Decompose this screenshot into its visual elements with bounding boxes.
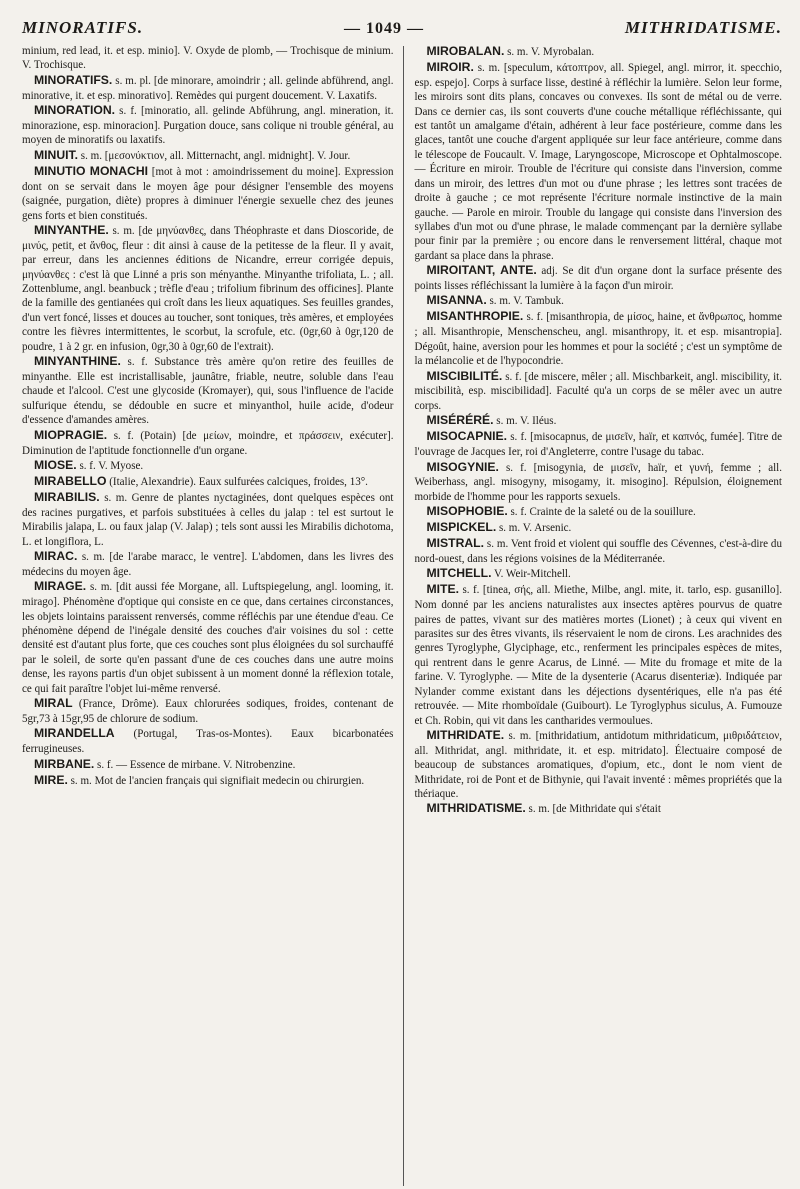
page-number: — 1049 —	[343, 20, 424, 37]
entry-definition: s. f. [misocapnus, de μισεῖν, haïr, et καπνός, fumée]. Titre de l'ouvrage de Jacques Ier, roi d'Angleterre, contre l'usage du tabac.	[414, 431, 782, 459]
entry-definition: V. Weir-Mitchell.	[494, 568, 571, 581]
entry-definition: s. m. V. Iléus.	[496, 415, 557, 428]
left-column	[22, 44, 393, 1186]
entry-definition: s. m. V. Myrobalan.	[507, 46, 595, 58]
entry-definition: s. m. [de l'arabe maracc, le ventre]. L'abdomen, dans les livres des médecins du moyen âge.	[22, 550, 394, 578]
dictionary-entry	[414, 293, 782, 309]
entry-headword: MISÉRÉRÉ.	[426, 413, 494, 428]
entry-definition: s. f. [de miscere, mêler ; all. Mischbarkeit, angl. miscibility, it. miscibilità, esp. miscibilidad]. Faculté qu'a un corps de se mêler avec un autre corps.	[414, 370, 782, 412]
dictionary-entry	[414, 536, 782, 566]
entry-definition: s. m. V. Arsenic.	[498, 522, 572, 535]
dictionary-entry	[414, 263, 782, 293]
dictionary-entry	[414, 801, 782, 817]
dictionary-entry	[22, 726, 393, 756]
dictionary-entry	[414, 728, 782, 802]
entry-headword: MITE.	[426, 582, 459, 597]
entry-headword: MIROIR.	[426, 59, 474, 74]
dictionary-entry	[414, 429, 782, 459]
dictionary-entry	[22, 458, 393, 474]
dictionary-entry	[22, 223, 393, 354]
entry-headword: MISANNA.	[426, 293, 487, 308]
entry-headword: MISOGYNIE.	[426, 459, 499, 474]
dictionary-entry	[414, 309, 782, 368]
entry-definition: s. f. (Potain) [de μείων, moindre, et πράσσειν, exécuter]. Diminution de l'aptitude fonctionnelle d'un organe.	[22, 429, 394, 457]
dictionary-entry	[414, 413, 782, 429]
dictionary-entry	[22, 579, 393, 696]
entry-definition: s. m. [mithridatium, antidotum mithridaticum, μιθριδάτειον, all. Mithridat, angl. mithridate, it. et esp. mitridato]. Électuaire composé de beaucoup de substances aromatiques, d'opium, etc., dont le nom vient de Mithridate, roi de Pont et de Bithynie, qui l'avait inventé : mêmes propriétés que la thériaque.	[414, 729, 782, 801]
entry-definition: s. f. [misanthropia, de μίσος, haine, et ἄνθρωπος, homme ; all. Misanthropie, Menschenscheu, angl. misanthropy, it. et esp. misantropia]. Dégoût, haine, aversion pour les hommes et pour la société ; c'est un symptôme de la mélancolie et de l'hypocondrie.	[414, 311, 782, 368]
dictionary-entry	[22, 474, 393, 490]
dictionary-entry	[22, 73, 393, 103]
entry-headword: MIRANDELLA	[34, 726, 115, 741]
entry-headword: MITHRIDATISME.	[426, 801, 526, 816]
dictionary-entry	[414, 566, 782, 582]
entry-definition: s. f. [minoratio, all. gelinde Abführung, angl. mineration, it. minorazione, esp. minoracion]. Purgation douce, sans colique ni trouble général, au moyen de minoratifs ou laxatifs.	[22, 105, 394, 147]
entry-headword: MISTRAL.	[426, 536, 485, 551]
entry-headword: MITCHELL.	[426, 566, 492, 581]
entry-definition: s. f. Crainte de la saleté ou de la souillure.	[510, 506, 696, 519]
dictionary-entry	[414, 520, 782, 536]
entry-definition: s. m. [speculum, κάτοπτρον, all. Spiegel, angl. mirror, it. specchio, esp. espejo]. Corps à surface lisse, destiné à réfléchir la lumière. Selon leur forme, les miroirs sont dits plans, concaves ou convexes. Ils sont de métal ou de verre. Dans ce dernier cas, ils sont couverts d'une couche métallique réfléchissante, qui est tantôt un amalgame d'étain, adhérent à leur face postérieure, comme dans les glaces, tantôt une couche d'argent appliquée sur leur face antérieure, comme dans le télescope de Foucault. V. Image, Laryngoscope, Microscope et Ophtalmoscope. — Écriture en miroir. Trouble de l'écriture qui consiste dans l'inversion, comme dans un miroir, des lettres d'un mot ou d'une phrase ; les lettres sont tracées de droite à gauche ; ce mot représente l'écriture normale instinctive de la main gauche. — Parole en miroir. Trouble du langage qui consiste dans l'inversion des syllabes d'un mot ou d'une phrase, le malade commençant par la dernière syllabe pour finir par la première ; ou encore dans le renversement littéral, chaque mot gardant sa place dans la phrase.	[414, 61, 782, 262]
entry-definition: s. m. Genre de plantes nyctaginées, dont quelques espèces ont des racines purgatives, et parfois substituées à celles du jalap : tel est surtout le Mirabilis jalapa, L. ou faux jalap (V. Jalap) ; tels sont aussi les Mirabilis dichotoma, L. et longiflora, L.	[22, 491, 394, 548]
dictionary-entry	[22, 757, 393, 773]
entry-headword: MIOPRAGIE.	[34, 427, 108, 442]
dictionary-entry	[22, 148, 393, 164]
entry-definition: s. m. [de μηνύανθες, dans Théophraste et dans Dioscoride, de μινύς, petit, et ἄνθος, fleur : dit ainsi à cause de la petitesse de la fleur. Il y avait, par erreur, dans les anciennes éditions de Nicandre, erreur corrigée depuis, μηνύανθες : c'est là que Linné a pris son ményanthe. Minyanthe trifoliata, L. ; all. Zottenblume, angl. beanbuck ; trèfle d'eau ; trifolium fibrinum des officines]. Plante de la famille des gentianées qui croît dans les lieux aquatiques. Ses feuilles grandes, d'un vert foncé, lisses et douces au toucher, sont toniques, très amères, et employées contre les fièvres intermittentes, le scorbut, la scrofule, etc. (0gr,60 à 0gr,120 de poudre, 1 à 2 gr. en infusion, 0gr,30 à 0gr,60 de l'extrait).	[22, 224, 394, 353]
entry-headword: MINUTIO MONACHI	[34, 163, 149, 178]
column-rule	[403, 46, 404, 1186]
entry-headword: MIRE.	[34, 772, 68, 787]
entry-definition: s. m. Vent froid et violent qui souffle des Cévennes, c'est-à-dire du nord-ouest, dans les régions voisines de la Méditerranée.	[414, 538, 782, 565]
dictionary-entry	[22, 773, 393, 789]
running-head-left: MINORATIFS.	[22, 18, 144, 37]
entry-definition: s. f. [misogynia, de μισεῖν, haïr, et γυνή, femme ; all. Weiberhass, angl. misogyny, misogamy, it. misogino]. Répulsion, éloignement morbide de l'homme pour les rapports sexuels.	[414, 461, 782, 503]
entry-definition: s. m. Mot de l'ancien français qui signifiait medecin ou chirurgien.	[70, 774, 365, 787]
entry-headword: MINORATIFS.	[34, 72, 113, 87]
entry-definition: s. f. — Essence de mirbane. V. Nitrobenzine.	[97, 758, 296, 771]
entry-headword: MINUIT.	[34, 147, 79, 162]
entry-headword: MIROBALAN.	[426, 44, 505, 58]
dictionary-entry	[414, 582, 782, 728]
entry-headword: MIRAGE.	[34, 579, 87, 594]
dictionary-entry	[22, 354, 393, 428]
entry-headword: MIRABILIS.	[34, 489, 100, 504]
entry-definition: adj. Se dit d'un organe dont la surface présente des points lisses réfléchissant la lumière à la façon d'un miroir.	[414, 265, 782, 293]
entry-headword: MIOSE.	[34, 457, 77, 472]
entry-headword: MINYANTHE.	[34, 222, 109, 237]
right-column	[414, 44, 782, 1186]
dictionary-entry	[22, 490, 393, 549]
dictionary-entry	[22, 164, 393, 223]
entry-headword: MISOCAPNIE.	[426, 429, 508, 444]
dictionary-entry	[22, 428, 393, 458]
entry-headword: MIRABELLO	[34, 473, 107, 488]
entry-definition: s. f. [tinea, σής, all. Miethe, Milbe, angl. mite, it. tarlo, esp. gusanillo]. Nom donné par les anciens naturalistes aux insectes aptères pourvus de quatre paires de pattes, vivant sur des matières mortes (Lionet) ; à ceux qui vivent en parasites sur des êtres vivants, ils réservaient le nom de cirons. Les arachnides des genres Tyroglyphe, Glyciphage, etc., renferment les principales espèces de mites, qui rentrent dans le genre Acarus, de Linné. — Mite du fromage et mite de la farine. V. Tyroglyphe. — Mite de la dysenterie (Acarus disenteriæ). Indiquée par Nylander comme existant dans les déjections dysentériques, elle n'a pas été retrouvée. — Mite rhomboïdale (Guibourt). Le Tyroglyphus siculus, A. Fumouze et Ch. Robin, qui vit dans les cantharides vermoulues.	[414, 584, 782, 727]
entry-definition: s. m. [dit aussi fée Morgane, all. Luftspiegelung, angl. looming, it. mirago]. Phénomène d'optique qui consiste en ce que, dans certaines circonstances, les objets lointains paraissent renversés, comme réfléchis par une étendue d'eau. Ce phénomène dépend de l'inégale densité des couches d'air voisines du sol : cette densité est d'autant plus forte, que ces couches sont plus éloignées du sol surchauffé par le soleil, de sorte qu'en passant d'une de ces couches dans une autre moins dense, les rayons partis d'un objet subissent à un moment donné la réflexion totale, ce qui fait paraître l'objet lui-même renversé.	[22, 581, 394, 695]
entry-headword: MITHRIDATE.	[426, 727, 505, 742]
entry-headword: MISANTHROPIE.	[426, 309, 524, 324]
entry-headword: MIRAC.	[34, 548, 78, 563]
dictionary-entry	[414, 460, 782, 505]
entry-headword: MINYANTHINE.	[34, 354, 121, 369]
entry-definition: s. m. [μεσονύκτιον, all. Mitternacht, angl. midnight]. V. Jour.	[80, 149, 351, 162]
entry-headword: MISOPHOBIE.	[426, 504, 508, 519]
entry-definition: s. m. [de Mithridate qui s'était	[528, 803, 661, 816]
dictionary-entry	[414, 44, 782, 60]
entry-definition: minium, red lead, it. et esp. minio]. V. Oxyde de plomb, — Trochisque de minium. V. Trochisque.	[22, 45, 394, 72]
entry-definition: (France, Drôme). Eaux chlorurées sodiques, froides, contenant de 5gr,73 à 15gr,95 de chlorure de sodium.	[22, 698, 394, 725]
entry-definition: s. m. V. Tambuk.	[489, 295, 564, 308]
dictionary-entry	[22, 44, 393, 73]
dictionary-entry	[22, 696, 393, 726]
entry-definition: s. m. pl. [de minorare, amoindrir ; all. gelinde abführend, angl. minorative, it. et esp. minorativo]. Remèdes qui purgent doucement. V. Laxatifs.	[22, 74, 394, 102]
entry-headword: MIRBANE.	[34, 756, 95, 771]
entry-headword: MISCIBILITÉ.	[426, 368, 503, 383]
entry-definition: (Italie, Alexandrie). Eaux sulfurées calciques, froides, 13°.	[109, 475, 368, 488]
entry-headword: MIRAL	[34, 696, 73, 711]
entry-headword: MISPICKEL.	[426, 520, 497, 535]
dictionary-entry	[414, 504, 782, 520]
running-head-right: MITHRIDATISME.	[624, 18, 782, 37]
dictionary-entry	[414, 60, 782, 263]
dictionary-entry	[22, 103, 393, 148]
entry-headword: MIROITANT, ANTE.	[426, 263, 537, 278]
entry-definition: (Portugal, Tras-os-Montes). Eaux bicarbonatées ferrugineuses.	[22, 728, 394, 756]
running-head	[22, 18, 782, 44]
entry-headword: MINORATION.	[34, 103, 116, 118]
entry-definition: s. f. V. Myose.	[79, 459, 144, 472]
dictionary-entry	[414, 369, 782, 414]
dictionary-entry	[22, 549, 393, 579]
entry-definition: s. f. Substance très amère qu'on retire des feuilles de minyanthe. Elle est incristallisable, jaunâtre, friable, neutre, soluble dans l'eau chaude et l'alcool. C'est une glycoside (Kromayer), qui, sous l'influence de l'acide sulfurique étendu, se dédouble en sucre et minyanthol, huile acide, d'odeur d'essence d'amandes amères.	[22, 356, 394, 427]
entry-definition: [mot à mot : amoindrissement du moine]. Expression dont on se servait dans le moyen âge pour désigner l'ensemble des moyens (saignée, purgation, diète) propres à diminuer l'énergie sexuelle chez des jeunes gens forts et bien constitués.	[22, 165, 394, 222]
